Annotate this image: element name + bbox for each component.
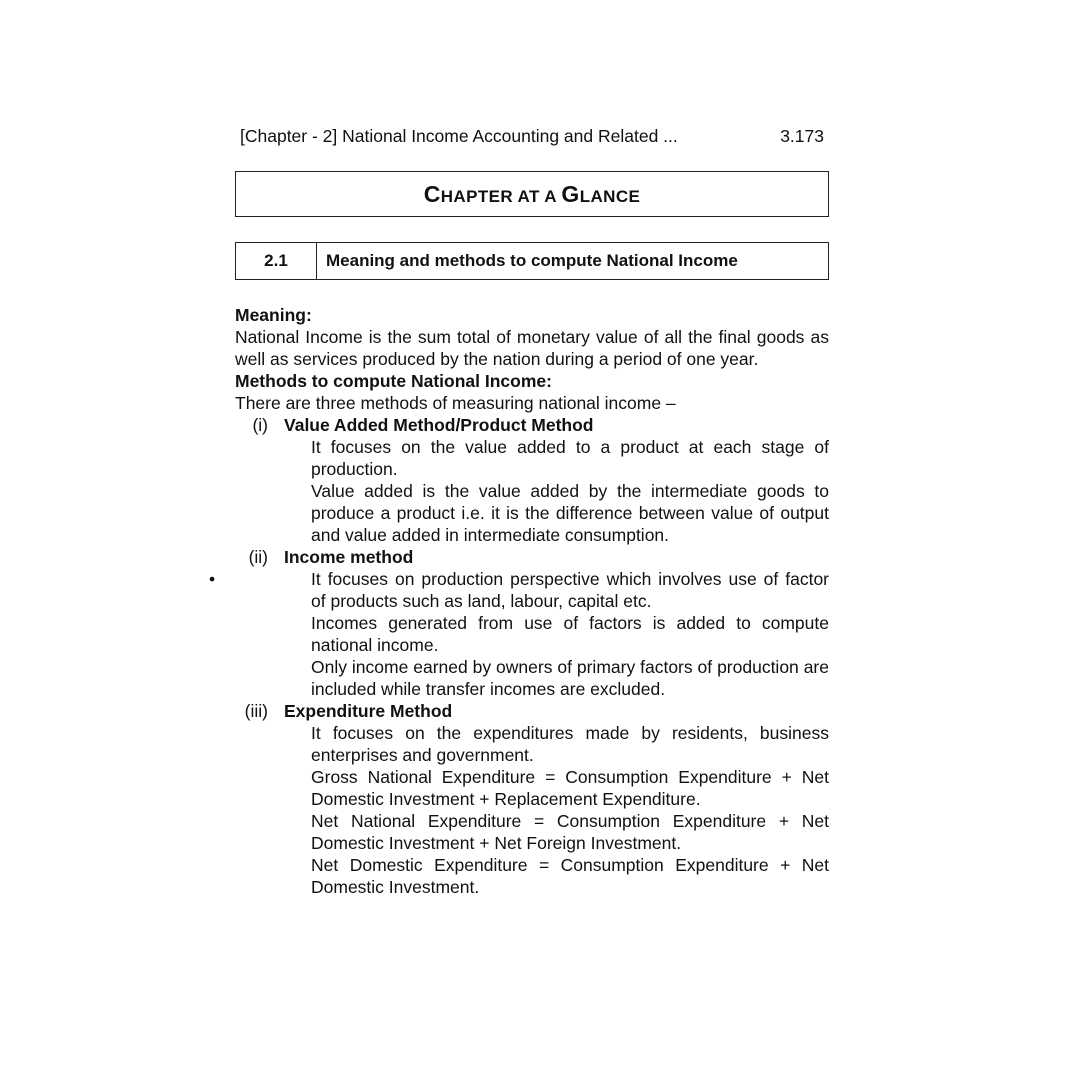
bullet-icon: • (209, 569, 216, 589)
method-paragraph: It focuses on the value added to a product at each stage of production. (311, 437, 829, 479)
meaning-paragraph: National Income is the sum total of monetary value of all the final goods as well as services produced by the nation during a period of one year. (235, 327, 829, 369)
method-paragraph: Gross National Expenditure = Consumption Expenditure + Net Domestic Investment + Replacement Expenditure. (311, 767, 829, 809)
methods-intro: There are three methods of measuring national income – (235, 393, 676, 413)
chapter-at-a-glance-title: CHAPTER AT A GLANCE (423, 180, 641, 207)
method-paragraph: Net Domestic Expenditure = Consumption Expenditure + Net Domestic Investment. (311, 855, 829, 897)
method-numeral: (ii) (248, 547, 268, 567)
chapter-at-a-glance-box (235, 171, 829, 217)
method-heading (235, 414, 829, 436)
method-heading (235, 546, 829, 568)
page-number: 3.173 (780, 126, 824, 146)
chapter-title: [Chapter - 2] National Income Accounting and Related ... (240, 126, 678, 146)
section-heading-row (235, 242, 829, 280)
method-title: Value Added Method/Product Method (284, 415, 594, 435)
method-paragraph: Net National Expenditure = Consumption Expenditure + Net Domestic Investment + Net Foreign Investment. (311, 811, 829, 853)
method-numeral: (i) (252, 415, 268, 435)
running-header (235, 124, 829, 148)
document-page (209, 124, 829, 898)
section-number: 2.1 (236, 243, 317, 279)
body-text (209, 304, 829, 898)
methods-heading: Methods to compute National Income: (235, 371, 552, 391)
method-paragraph: Only income earned by owners of primary factors of production are included while transfer incomes are excluded. (311, 657, 829, 699)
method-title: Expenditure Method (284, 701, 453, 721)
method-paragraph: Incomes generated from use of factors is added to compute national income. (311, 613, 829, 655)
method-paragraph: Value added is the value added by the intermediate goods to produce a product i.e. it is the difference between value of output and value added in intermediate consumption. (311, 481, 829, 545)
section-title: Meaning and methods to compute National Income (326, 251, 738, 270)
method-numeral: (iii) (244, 701, 268, 721)
method-paragraph: It focuses on the expenditures made by residents, business enterprises and government. (311, 723, 829, 765)
method-heading (235, 700, 829, 722)
method-title: Income method (284, 547, 414, 567)
method-bullet-paragraph: • It focuses on production perspective which involves use of factor of products such as land, labour, capital etc. (209, 569, 829, 611)
meaning-heading: Meaning: (235, 305, 312, 325)
